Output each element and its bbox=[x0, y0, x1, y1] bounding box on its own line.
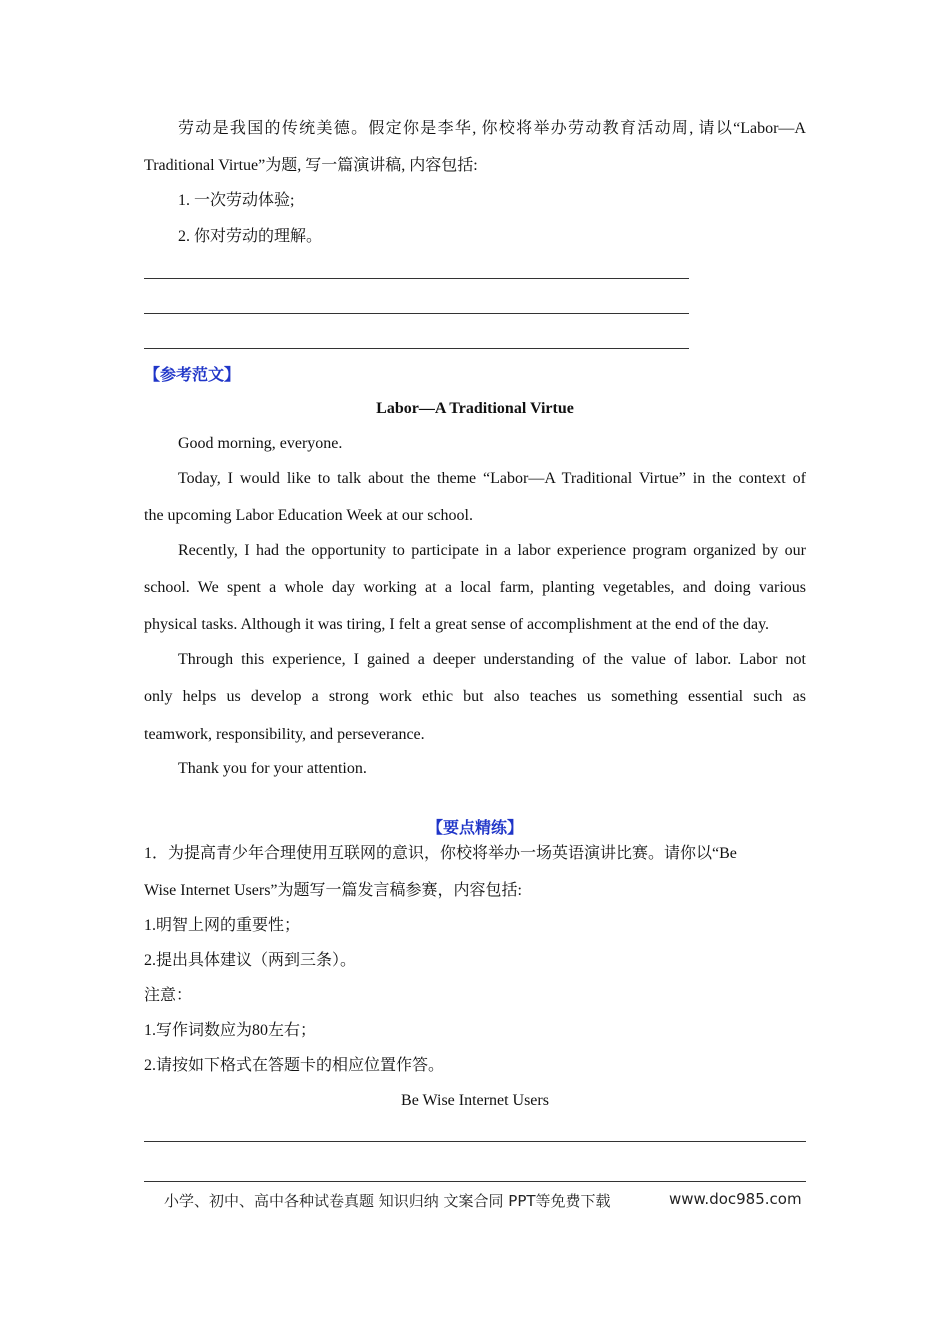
sample-p2-line-3: physical tasks. Although it was tiring, I felt a great sense of accomplishment at the end of the day. bbox=[144, 616, 770, 633]
footer-url[interactable]: www.doc985.com bbox=[669, 1190, 802, 1208]
answer-line-4 bbox=[144, 1141, 806, 1142]
sample-header: 【参考范文】 bbox=[144, 367, 241, 384]
essay-title: Be Wise Internet Users bbox=[401, 1092, 549, 1109]
question-1-line-2: Wise Internet Users”为题写一篇发言稿参赛，内容包括: bbox=[144, 882, 522, 899]
prompt-item-1: 1. 一次劳动体验; bbox=[178, 192, 295, 209]
practice-header: 【要点精练】 bbox=[426, 820, 523, 837]
prompt-line-1: 劳动是我国的传统美德。假定你是李华, 你校将举办劳动教育活动周, 请以“Labor—A bbox=[178, 120, 806, 137]
prompt-line-2: Traditional Virtue”为题, 写一篇演讲稿, 内容包括: bbox=[144, 157, 478, 174]
requirement-1: 1.明智上网的重要性； bbox=[144, 917, 301, 934]
answer-line-3 bbox=[144, 348, 689, 349]
sample-closing: Thank you for your attention. bbox=[178, 760, 367, 777]
question-1-line-1: 1．为提高青少年合理使用互联网的意识，你校将举办一场英语演讲比赛。请你以“Be bbox=[144, 845, 737, 862]
note-2: 2.请按如下格式在答题卡的相应位置作答。 bbox=[144, 1057, 445, 1074]
sample-p3-line-1: Through this experience, I gained a deeper understanding of the value of labor. Labor not bbox=[178, 651, 806, 668]
sample-p3-line-3: teamwork, responsibility, and perseverance. bbox=[144, 726, 425, 743]
sample-p1-line-1: Today, I would like to talk about the theme “Labor—A Traditional Virtue” in the context of bbox=[178, 470, 806, 487]
answer-line-1 bbox=[144, 278, 689, 279]
sample-p2-line-2: school. We spent a whole day working at a local farm, planting vegetables, and doing various bbox=[144, 579, 806, 596]
sample-title: Labor—A Traditional Virtue bbox=[376, 400, 574, 417]
sample-p1-line-2: the upcoming Labor Education Week at our school. bbox=[144, 507, 473, 524]
sample-greeting: Good morning, everyone. bbox=[178, 435, 343, 452]
note-1: 1.写作词数应为80左右； bbox=[144, 1022, 317, 1039]
note-label: 注意： bbox=[144, 987, 193, 1004]
footer-text: 小学、初中、高中各种试卷真题 知识归纳 文案合同 PPT等免费下载 bbox=[164, 1192, 611, 1210]
requirement-2: 2.提出具体建议（两到三条）。 bbox=[144, 952, 357, 969]
sample-p3-line-2: only helps us develop a strong work ethic but also teaches us something essential such as bbox=[144, 688, 806, 705]
answer-line-2 bbox=[144, 313, 689, 314]
sample-p2-line-1: Recently, I had the opportunity to participate in a labor experience program organized by our bbox=[178, 542, 806, 559]
prompt-item-2: 2. 你对劳动的理解。 bbox=[178, 228, 323, 245]
answer-line-5 bbox=[144, 1181, 806, 1182]
